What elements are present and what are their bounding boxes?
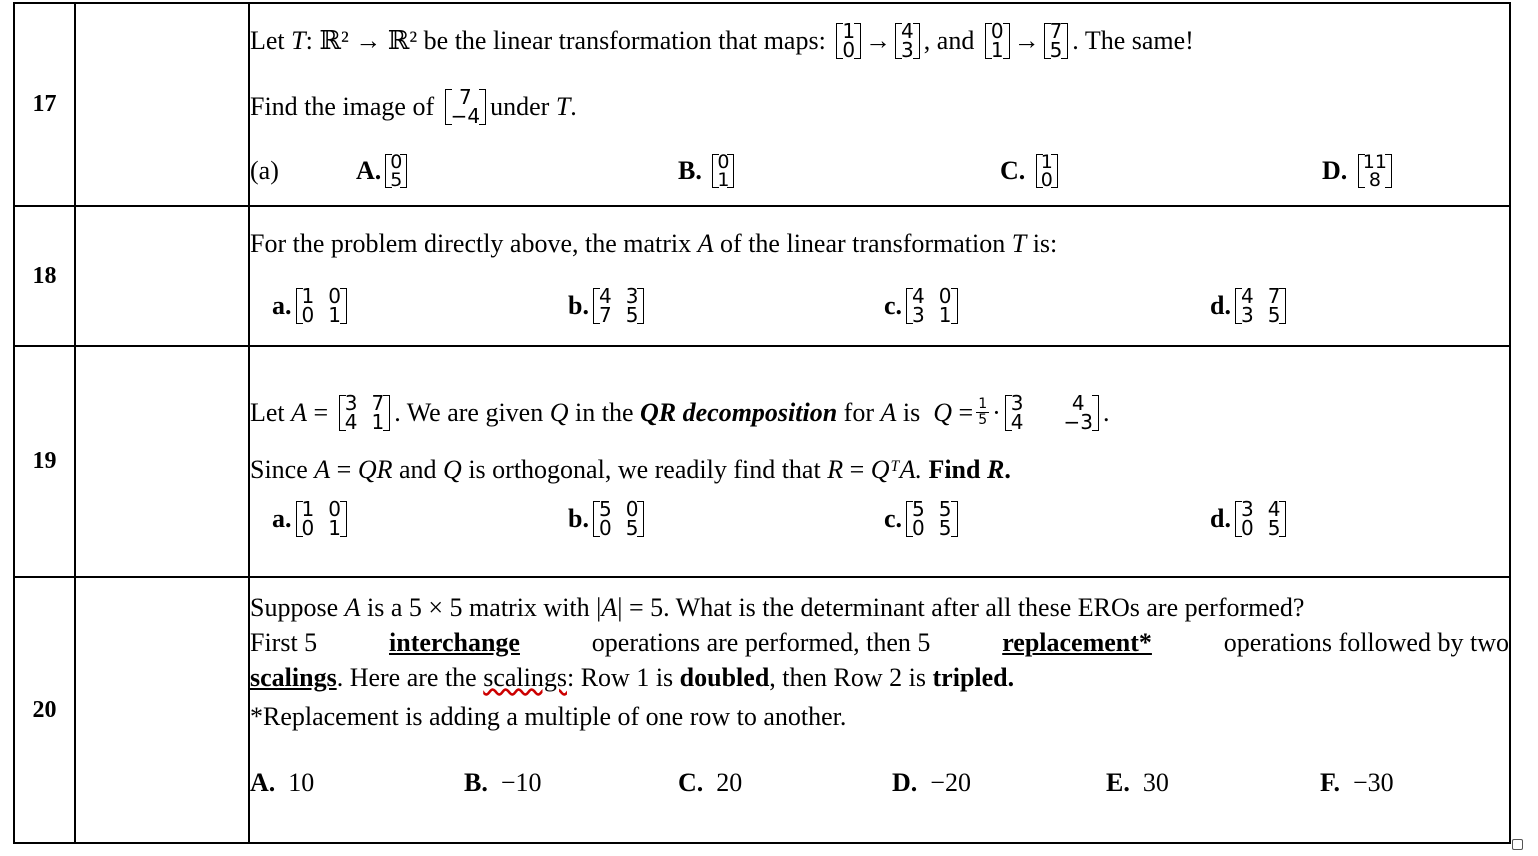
q17-line1 bbox=[250, 5, 1509, 77]
choice-A[interactable]: A. 10 bbox=[250, 768, 315, 797]
matrix-Q: 3 4 4 −3 bbox=[1005, 394, 1099, 432]
question-cell bbox=[249, 206, 1510, 346]
q18-choices bbox=[250, 274, 1509, 338]
q20-text bbox=[250, 578, 1509, 734]
fraction-one-fifth: $\frac{1}{5}$ bbox=[978, 396, 988, 428]
text: Find the image of bbox=[250, 91, 435, 121]
choice-B[interactable]: B. 0 1 bbox=[678, 153, 738, 189]
choice-b[interactable]: b. 5 0 0 5 bbox=[568, 500, 648, 538]
choice-F[interactable]: F. −30 bbox=[1320, 768, 1394, 797]
choice-D[interactable]: D. −20 bbox=[892, 768, 971, 797]
choice-a[interactable]: a. 1 0 0 1 bbox=[272, 500, 351, 538]
text: . The same! bbox=[1072, 25, 1194, 55]
q20-choices bbox=[250, 768, 1509, 808]
vector-e2: 0 1 bbox=[985, 22, 1010, 60]
text: Let bbox=[250, 25, 285, 55]
question-cell bbox=[249, 577, 1510, 843]
choice-D[interactable]: D. 11 8 bbox=[1322, 153, 1396, 189]
choice-c[interactable]: c. 5 5 0 5 bbox=[884, 500, 962, 538]
text: under bbox=[490, 91, 550, 121]
text: : ℝ² → ℝ² be the linear transformation that maps: bbox=[305, 25, 826, 55]
vector-e1: 1 0 bbox=[836, 22, 861, 60]
var-T: T bbox=[555, 91, 571, 121]
question-number: 19 bbox=[14, 346, 75, 577]
question-cell bbox=[249, 3, 1510, 206]
answer-cell bbox=[75, 577, 249, 843]
q20-line4: *Replacement is adding a multiple of one row to another. bbox=[250, 702, 847, 731]
matrix-A: 3 7 4 1 bbox=[339, 394, 390, 432]
q20-line1: Suppose A is a 5 × 5 matrix with |A| = 5. What is the determinant after all these EROs are performed? bbox=[250, 593, 1305, 622]
q17-line2: Find the image of 7 −4 under T . bbox=[250, 84, 577, 128]
choice-A[interactable]: A. 0 5 bbox=[356, 153, 411, 189]
question-number: 20 bbox=[14, 577, 75, 843]
q17-choices bbox=[250, 137, 1509, 205]
q19-choices bbox=[250, 490, 1509, 548]
answer-cell bbox=[75, 206, 249, 346]
choice-a[interactable]: a. 1 0 0 1 bbox=[272, 287, 351, 325]
part-label: (a) bbox=[250, 155, 279, 185]
choice-E[interactable]: E. 30 bbox=[1106, 768, 1169, 797]
q18-prompt: For the problem directly above, the matrix A of the linear transformation T is: bbox=[250, 229, 1058, 258]
arrow: → bbox=[865, 25, 892, 55]
q20-line3: scalings . Here are the scalings : Row 1 is doubled , then Row 2 is tripled . bbox=[250, 663, 1015, 692]
vector-image-e2: 7 5 bbox=[1044, 22, 1069, 60]
question-cell bbox=[249, 346, 1510, 577]
choice-b[interactable]: b. 4 3 7 5 bbox=[568, 287, 648, 325]
question-row-20 bbox=[14, 577, 1510, 843]
answer-cell bbox=[75, 3, 249, 206]
exam-table bbox=[13, 2, 1511, 844]
text: , and bbox=[923, 25, 975, 55]
q20-line2: First 5 interchange operations are performed, then 5 replacement* operations followed by two bbox=[250, 628, 1509, 657]
q19-line1: Let A = 3 7 4 1 . We are given Q in the QR decomposition for A is Q = $\frac{1}{5}$ · 3 4 4 −3 . bbox=[250, 390, 1110, 434]
answer-cell bbox=[75, 346, 249, 577]
question-row-19 bbox=[14, 346, 1510, 577]
choice-C[interactable]: C. 20 bbox=[678, 768, 743, 797]
choice-B[interactable]: B. −10 bbox=[464, 768, 542, 797]
choice-C[interactable]: C. 1 0 bbox=[1000, 153, 1062, 189]
question-row-17 bbox=[14, 3, 1510, 206]
q19-line2: Since A = QR and Q is orthogonal, we readily find that R = QᵀA. Find R . bbox=[250, 454, 1011, 484]
resize-handle[interactable] bbox=[1512, 839, 1523, 850]
arrow: → bbox=[1013, 25, 1040, 55]
var-T: T bbox=[291, 25, 306, 55]
choice-d[interactable]: d. 3 4 0 5 bbox=[1210, 500, 1290, 538]
choice-d[interactable]: d. 4 7 3 5 bbox=[1210, 287, 1290, 325]
question-row-18 bbox=[14, 206, 1510, 346]
choice-c[interactable]: c. 4 0 3 1 bbox=[884, 287, 962, 325]
vector-image-e1: 4 3 bbox=[895, 22, 920, 60]
question-number: 17 bbox=[14, 3, 75, 206]
vector-input: 7 −4 bbox=[445, 88, 486, 126]
question-number: 18 bbox=[14, 206, 75, 346]
